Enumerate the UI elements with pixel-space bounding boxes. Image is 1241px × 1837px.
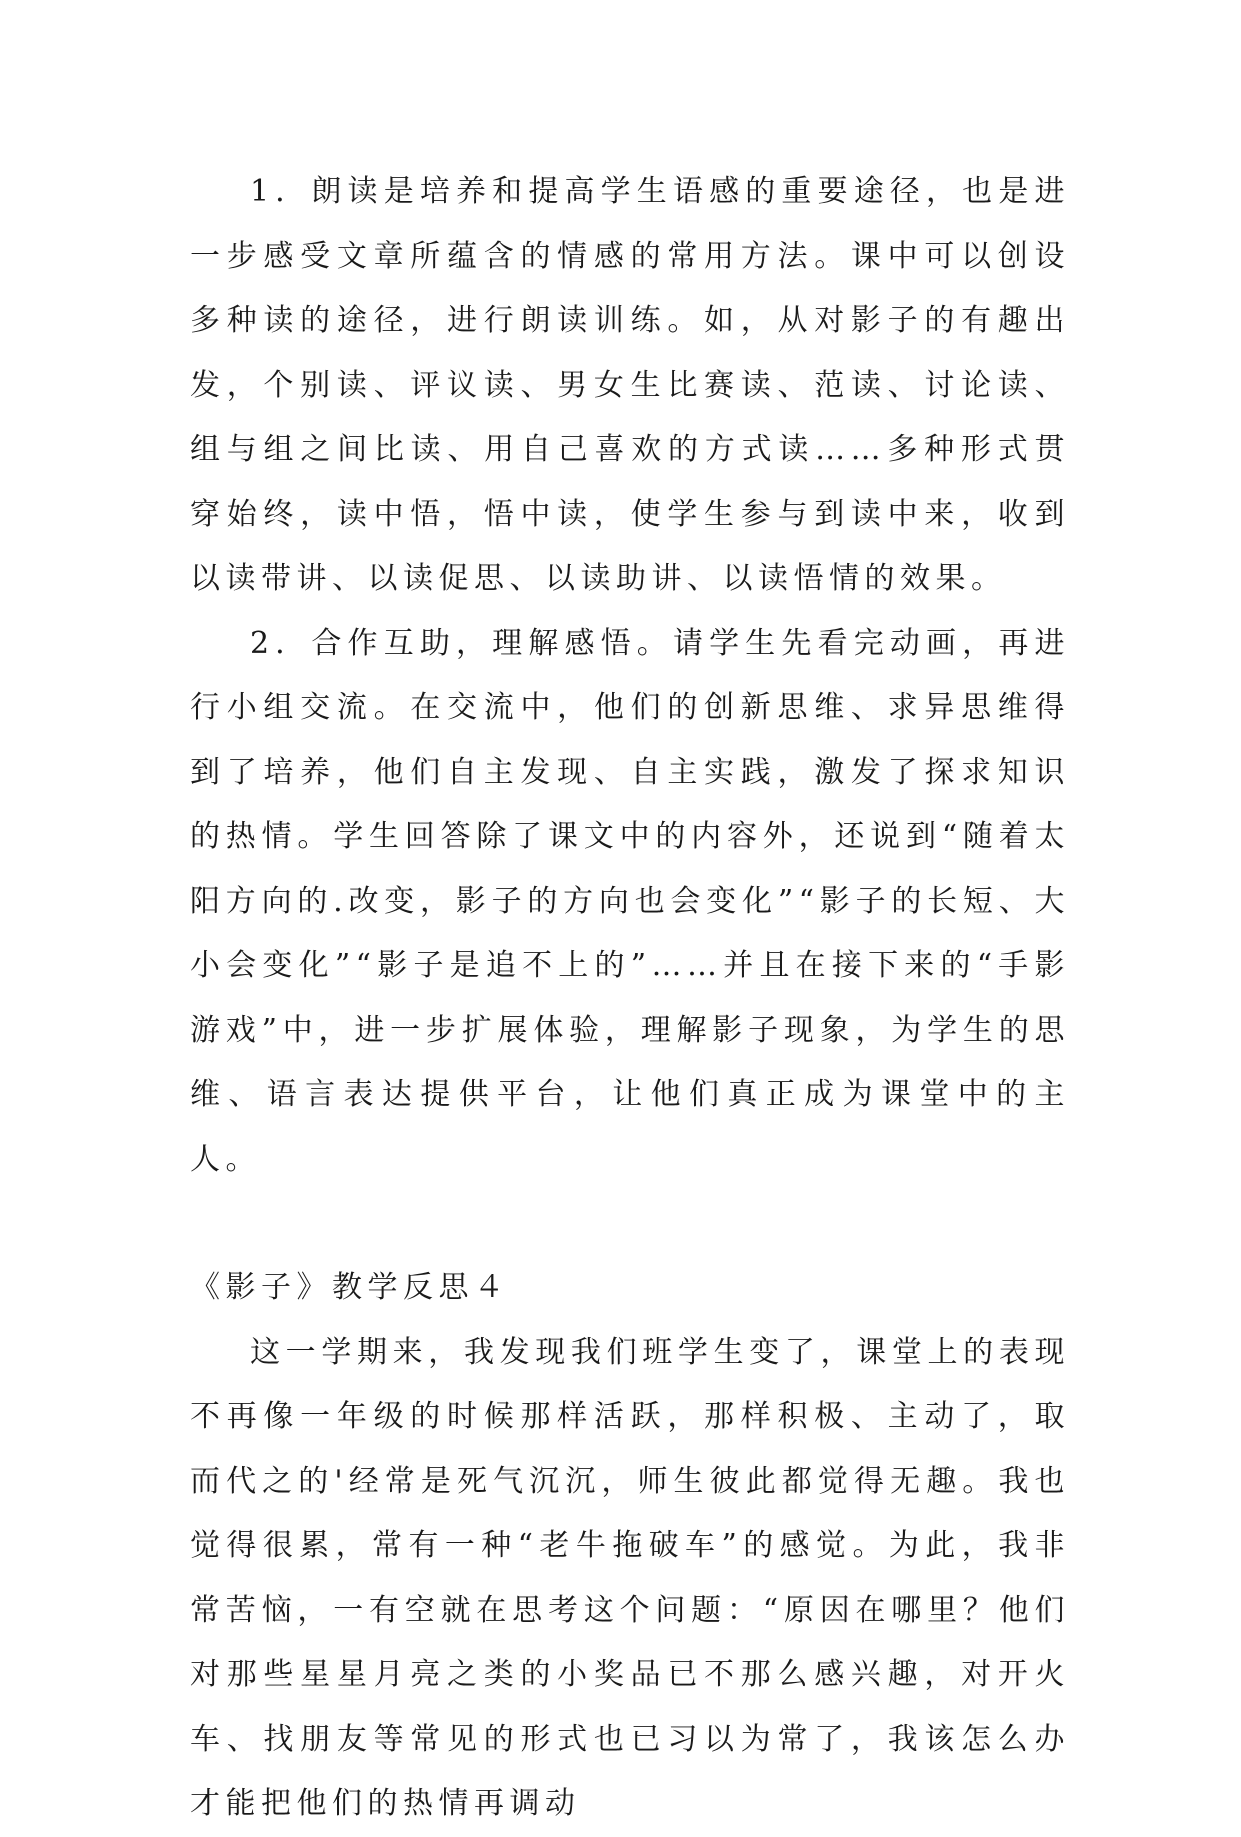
paragraph-cooperation: 2．合作互助，理解感悟。请学生先看完动画，再进行小组交流。在交流中，他们的创新思维、求异思维得到了培养，他们自主发现、自主实践，激发了探求知识的热情。学生回答除了课文中的内容外，还说到“随着太阳方向的.改变，影子的方向也会变化”“影子的长短、大小会变化”“影子是追不上的”……并且在接下来的“手影游戏”中，进一步扩展体验，理解影子现象，为学生的思维、语言表达提供平台，让他们真正成为课堂中的主人。 [190, 625, 1070, 1177]
paragraph-reflection: 这一学期来，我发现我们班学生变了，课堂上的表现不再像一年级的时候那样活跃，那样积极、主动了，取而代之的'经常是死气沉沉，师生彼此都觉得无趣。我也觉得很累，常有一种“老牛拖破车”的感觉。为此，我非常苦恼，一有空就在思考这个问题：“原因在哪里？他们对那些星星月亮之类的小奖品已不那么感兴趣，对开火车、找朋友等常见的形式也已习以为常了，我该怎么办才能把他们的热情再调动 [190, 1334, 1070, 1821]
paragraph-reading: 1．朗读是培养和提高学生语感的重要途径，也是进一步感受文章所蕴含的情感的常用方法。课中可以创设多种读的途径，进行朗读训练。如，从对影子的有趣出发，个别读、评议读、男女生比赛读、范读、讨论读、组与组之间比读、用自己喜欢的方式读……多种形式贯穿始终，读中悟，悟中读，使学生参与到读中来，收到以读带讲、以读促思、以读助讲、以读悟情的效果。 [190, 174, 1070, 596]
section-spacer [190, 1192, 1070, 1256]
section-title: 《影子》教学反思４ [190, 1270, 510, 1305]
document-page [190, 160, 1070, 1837]
